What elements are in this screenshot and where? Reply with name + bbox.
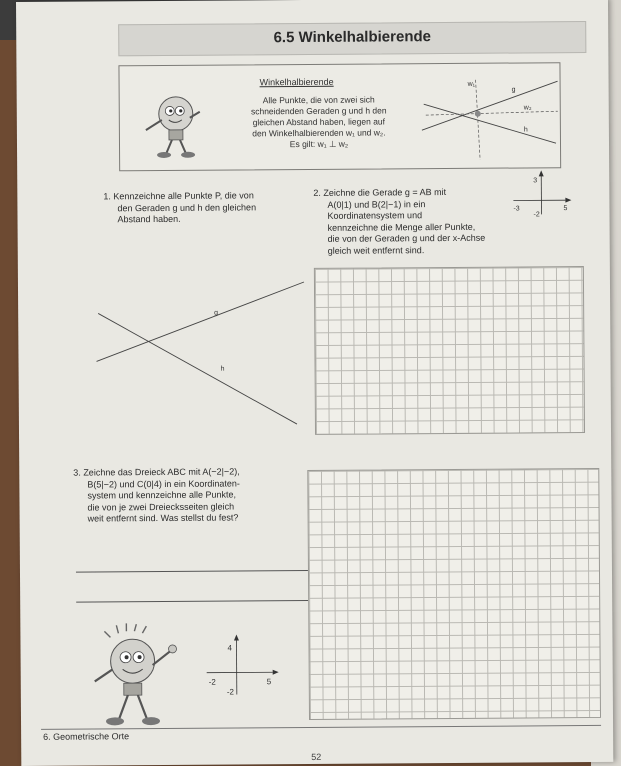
- task-2-axis-hint: [503, 170, 573, 222]
- info-box: [118, 62, 561, 171]
- info-line: den Winkelhalbierenden w₁ und w₂.: [252, 127, 386, 139]
- label-w1: w₁: [467, 80, 476, 88]
- chapter-label: 6. Geometrische Orte: [43, 731, 130, 742]
- info-line: Es gilt: w₁ ⊥ w₂: [289, 138, 349, 150]
- page-number: 52: [311, 751, 322, 762]
- answer-line-2[interactable]: [76, 600, 308, 603]
- axis-label: 4: [227, 643, 232, 653]
- task-2-line: 2. Zeichne die Gerade g = AB mit: [313, 187, 447, 198]
- line-h: [424, 103, 556, 144]
- label-g: g: [511, 86, 516, 94]
- task-1-text: [103, 190, 303, 226]
- axis-label: -2: [226, 687, 234, 697]
- bisector-figure: [419, 69, 560, 164]
- line-g: [96, 282, 305, 361]
- label-g: g: [214, 309, 219, 317]
- label-h: h: [220, 365, 225, 373]
- line-g: [422, 81, 558, 130]
- answer-line-1[interactable]: [76, 570, 308, 573]
- lightbulb-mascot-icon: [142, 90, 204, 160]
- info-line: schneidenden Geraden g und h den: [250, 105, 387, 117]
- task-2-grid[interactable]: [314, 266, 585, 435]
- bisector-w2: [426, 111, 558, 115]
- title-bar: [118, 21, 586, 56]
- label-w2: w₂: [523, 104, 532, 112]
- task-2-line: die von der Geraden g und der x-Achse: [327, 232, 486, 244]
- info-text: [224, 94, 414, 150]
- worksheet-page: [16, 0, 613, 766]
- info-title: Winkelhalbierende: [259, 76, 334, 88]
- axis-label: 5: [563, 205, 568, 213]
- task-3-line: die von je zwei Dreiecksseiten gleich: [87, 500, 235, 513]
- task-1-line: 1. Kennzeichne alle Punkte P, die von: [103, 190, 254, 202]
- info-line: Alle Punkte, die von zwei sich: [262, 94, 375, 106]
- task-1-line: den Geraden g und h den gleichen: [117, 201, 257, 213]
- line-h: [98, 309, 297, 425]
- task-3-grid[interactable]: [307, 468, 601, 720]
- task-1-figure: [96, 278, 307, 429]
- axis-label: -2: [208, 677, 216, 687]
- axis-label: -3: [513, 205, 520, 213]
- axis-label: 5: [266, 677, 272, 687]
- task-2-line: kennzeichne die Menge aller Punkte,: [327, 221, 476, 233]
- task-3-axis-hint: [200, 632, 280, 699]
- intersection-point: [475, 111, 481, 117]
- axis-label: 3: [533, 177, 538, 185]
- task-3-text: [73, 466, 313, 525]
- axis-label: -2: [533, 211, 540, 219]
- task-3-line: 3. Zeichne das Dreieck ABC mit A(−2|−2),: [73, 466, 240, 478]
- page-title: 6.5 Winkelhalbierende: [273, 28, 432, 47]
- task-3-line: B(5|−2) und C(0|4) in ein Koordinaten-: [87, 477, 240, 490]
- task-3-line: weit entfernt sind. Was stellst du fest?: [87, 512, 239, 524]
- task-2-line: A(0|1) und B(2|−1) in ein: [327, 198, 426, 210]
- lightbulb-mascot-icon: [90, 623, 181, 732]
- task-1-line: Abstand haben.: [117, 213, 181, 225]
- label-h: h: [523, 126, 528, 134]
- task-2-line: gleich weit entfernt sind.: [327, 244, 425, 256]
- task-3-line: system und kennzeichne alle Punkte,: [87, 489, 237, 501]
- info-line: gleichen Abstand haben, liegen auf: [252, 116, 386, 128]
- task-2-line: Koordinatensystem und: [327, 210, 423, 221]
